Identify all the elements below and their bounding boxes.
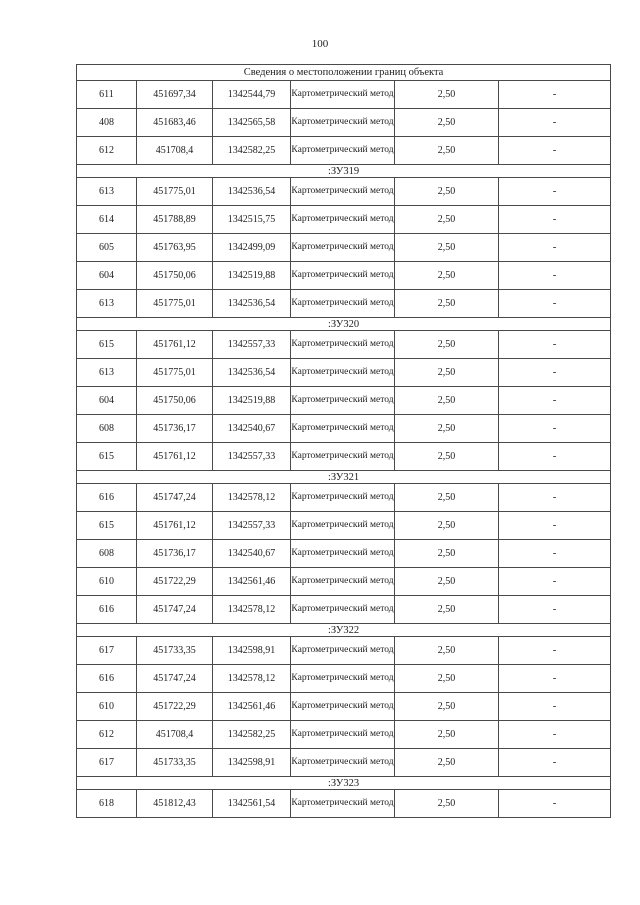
accuracy-cell: 2,50	[395, 790, 499, 818]
x-coordinate-cell: 451736,17	[137, 415, 213, 443]
point-number-cell: 610	[77, 693, 137, 721]
point-number-cell: 613	[77, 290, 137, 318]
description-cell: -	[499, 721, 611, 749]
accuracy-cell: 2,50	[395, 721, 499, 749]
x-coordinate-cell: 451736,17	[137, 540, 213, 568]
method-cell: Картометрический метод	[291, 568, 395, 596]
y-coordinate-cell: 1342536,54	[213, 178, 291, 206]
table-row	[77, 206, 611, 234]
method-cell: Картометрический метод	[291, 234, 395, 262]
table-row	[77, 331, 611, 359]
section-header-row	[77, 318, 611, 331]
section-header-row	[77, 624, 611, 637]
method-cell: Картометрический метод	[291, 359, 395, 387]
section-label: :ЗУ319	[77, 165, 611, 178]
table-row	[77, 178, 611, 206]
x-coordinate-cell: 451750,06	[137, 262, 213, 290]
method-cell: Картометрический метод	[291, 331, 395, 359]
y-coordinate-cell: 1342565,58	[213, 109, 291, 137]
table-row	[77, 443, 611, 471]
method-cell: Картометрический метод	[291, 665, 395, 693]
point-number-cell: 604	[77, 262, 137, 290]
method-cell: Картометрический метод	[291, 387, 395, 415]
method-cell: Картометрический метод	[291, 109, 395, 137]
point-number-cell: 408	[77, 109, 137, 137]
table-row	[77, 596, 611, 624]
table-row	[77, 790, 611, 818]
point-number-cell: 615	[77, 443, 137, 471]
accuracy-cell: 2,50	[395, 443, 499, 471]
x-coordinate-cell: 451722,29	[137, 693, 213, 721]
method-cell: Картометрический метод	[291, 512, 395, 540]
point-number-cell: 616	[77, 596, 137, 624]
accuracy-cell: 2,50	[395, 540, 499, 568]
description-cell: -	[499, 484, 611, 512]
accuracy-cell: 2,50	[395, 665, 499, 693]
point-number-cell: 604	[77, 387, 137, 415]
y-coordinate-cell: 1342519,88	[213, 262, 291, 290]
description-cell: -	[499, 178, 611, 206]
y-coordinate-cell: 1342561,46	[213, 693, 291, 721]
accuracy-cell: 2,50	[395, 415, 499, 443]
description-cell: -	[499, 137, 611, 165]
description-cell: -	[499, 415, 611, 443]
method-cell: Картометрический метод	[291, 81, 395, 109]
description-cell: -	[499, 359, 611, 387]
y-coordinate-cell: 1342540,67	[213, 415, 291, 443]
table-row	[77, 415, 611, 443]
description-cell: -	[499, 387, 611, 415]
table-header-row	[77, 65, 611, 81]
x-coordinate-cell: 451708,4	[137, 721, 213, 749]
y-coordinate-cell: 1342540,67	[213, 540, 291, 568]
description-cell: -	[499, 512, 611, 540]
method-cell: Картометрический метод	[291, 206, 395, 234]
section-header-row	[77, 165, 611, 178]
description-cell: -	[499, 568, 611, 596]
x-coordinate-cell: 451708,4	[137, 137, 213, 165]
description-cell: -	[499, 693, 611, 721]
table-row	[77, 81, 611, 109]
x-coordinate-cell: 451733,35	[137, 637, 213, 665]
x-coordinate-cell: 451747,24	[137, 665, 213, 693]
description-cell: -	[499, 262, 611, 290]
y-coordinate-cell: 1342578,12	[213, 484, 291, 512]
method-cell: Картометрический метод	[291, 415, 395, 443]
description-cell: -	[499, 443, 611, 471]
table-row	[77, 540, 611, 568]
method-cell: Картометрический метод	[291, 290, 395, 318]
table-row	[77, 693, 611, 721]
boundary-coordinates-table	[76, 64, 611, 818]
method-cell: Картометрический метод	[291, 749, 395, 777]
point-number-cell: 608	[77, 540, 137, 568]
page-number: 100	[311, 38, 329, 50]
y-coordinate-cell: 1342557,33	[213, 443, 291, 471]
point-number-cell: 608	[77, 415, 137, 443]
table-row	[77, 359, 611, 387]
method-cell: Картометрический метод	[291, 137, 395, 165]
y-coordinate-cell: 1342561,54	[213, 790, 291, 818]
table-row	[77, 234, 611, 262]
section-label: :ЗУ321	[77, 471, 611, 484]
y-coordinate-cell: 1342536,54	[213, 290, 291, 318]
section-label: :ЗУ320	[77, 318, 611, 331]
point-number-cell: 612	[77, 721, 137, 749]
accuracy-cell: 2,50	[395, 749, 499, 777]
y-coordinate-cell: 1342519,88	[213, 387, 291, 415]
description-cell: -	[499, 81, 611, 109]
accuracy-cell: 2,50	[395, 512, 499, 540]
accuracy-cell: 2,50	[395, 693, 499, 721]
accuracy-cell: 2,50	[395, 234, 499, 262]
description-cell: -	[499, 540, 611, 568]
accuracy-cell: 2,50	[395, 596, 499, 624]
description-cell: -	[499, 637, 611, 665]
table-row	[77, 512, 611, 540]
accuracy-cell: 2,50	[395, 484, 499, 512]
point-number-cell: 618	[77, 790, 137, 818]
description-cell: -	[499, 109, 611, 137]
y-coordinate-cell: 1342561,46	[213, 568, 291, 596]
method-cell: Картометрический метод	[291, 790, 395, 818]
table-row	[77, 568, 611, 596]
y-coordinate-cell: 1342578,12	[213, 665, 291, 693]
method-cell: Картометрический метод	[291, 178, 395, 206]
table-row	[77, 721, 611, 749]
x-coordinate-cell: 451775,01	[137, 359, 213, 387]
table-row	[77, 290, 611, 318]
point-number-cell: 613	[77, 178, 137, 206]
description-cell: -	[499, 596, 611, 624]
table-row	[77, 749, 611, 777]
method-cell: Картометрический метод	[291, 693, 395, 721]
y-coordinate-cell: 1342499,09	[213, 234, 291, 262]
accuracy-cell: 2,50	[395, 178, 499, 206]
point-number-cell: 616	[77, 665, 137, 693]
table-row	[77, 137, 611, 165]
y-coordinate-cell: 1342582,25	[213, 137, 291, 165]
x-coordinate-cell: 451763,95	[137, 234, 213, 262]
table-row	[77, 387, 611, 415]
method-cell: Картометрический метод	[291, 596, 395, 624]
y-coordinate-cell: 1342598,91	[213, 637, 291, 665]
x-coordinate-cell: 451812,43	[137, 790, 213, 818]
section-label: :ЗУ323	[77, 777, 611, 790]
x-coordinate-cell: 451747,24	[137, 484, 213, 512]
accuracy-cell: 2,50	[395, 359, 499, 387]
x-coordinate-cell: 451775,01	[137, 290, 213, 318]
method-cell: Картометрический метод	[291, 484, 395, 512]
x-coordinate-cell: 451775,01	[137, 178, 213, 206]
accuracy-cell: 2,50	[395, 81, 499, 109]
description-cell: -	[499, 665, 611, 693]
table-row	[77, 262, 611, 290]
accuracy-cell: 2,50	[395, 206, 499, 234]
point-number-cell: 616	[77, 484, 137, 512]
description-cell: -	[499, 206, 611, 234]
point-number-cell: 612	[77, 137, 137, 165]
x-coordinate-cell: 451747,24	[137, 596, 213, 624]
description-cell: -	[499, 790, 611, 818]
x-coordinate-cell: 451697,34	[137, 81, 213, 109]
point-number-cell: 611	[77, 81, 137, 109]
description-cell: -	[499, 234, 611, 262]
method-cell: Картометрический метод	[291, 262, 395, 290]
x-coordinate-cell: 451788,89	[137, 206, 213, 234]
point-number-cell: 615	[77, 331, 137, 359]
table-row	[77, 484, 611, 512]
point-number-cell: 617	[77, 749, 137, 777]
accuracy-cell: 2,50	[395, 262, 499, 290]
x-coordinate-cell: 451761,12	[137, 512, 213, 540]
point-number-cell: 615	[77, 512, 137, 540]
accuracy-cell: 2,50	[395, 137, 499, 165]
x-coordinate-cell: 451683,46	[137, 109, 213, 137]
description-cell: -	[499, 290, 611, 318]
description-cell: -	[499, 331, 611, 359]
table-row	[77, 665, 611, 693]
point-number-cell: 605	[77, 234, 137, 262]
section-header-row	[77, 777, 611, 790]
y-coordinate-cell: 1342582,25	[213, 721, 291, 749]
accuracy-cell: 2,50	[395, 290, 499, 318]
method-cell: Картометрический метод	[291, 721, 395, 749]
x-coordinate-cell: 451722,29	[137, 568, 213, 596]
y-coordinate-cell: 1342578,12	[213, 596, 291, 624]
point-number-cell: 617	[77, 637, 137, 665]
x-coordinate-cell: 451761,12	[137, 331, 213, 359]
table-header-cell: Сведения о местоположении границ объекта	[77, 65, 611, 81]
accuracy-cell: 2,50	[395, 109, 499, 137]
y-coordinate-cell: 1342557,33	[213, 512, 291, 540]
y-coordinate-cell: 1342515,75	[213, 206, 291, 234]
point-number-cell: 613	[77, 359, 137, 387]
y-coordinate-cell: 1342544,79	[213, 81, 291, 109]
table-body	[77, 65, 611, 818]
description-cell: -	[499, 749, 611, 777]
x-coordinate-cell: 451750,06	[137, 387, 213, 415]
method-cell: Картометрический метод	[291, 540, 395, 568]
accuracy-cell: 2,50	[395, 568, 499, 596]
section-label: :ЗУ322	[77, 624, 611, 637]
y-coordinate-cell: 1342598,91	[213, 749, 291, 777]
table-row	[77, 637, 611, 665]
point-number-cell: 610	[77, 568, 137, 596]
y-coordinate-cell: 1342536,54	[213, 359, 291, 387]
method-cell: Картометрический метод	[291, 443, 395, 471]
table-row	[77, 109, 611, 137]
accuracy-cell: 2,50	[395, 387, 499, 415]
accuracy-cell: 2,50	[395, 637, 499, 665]
y-coordinate-cell: 1342557,33	[213, 331, 291, 359]
method-cell: Картометрический метод	[291, 637, 395, 665]
x-coordinate-cell: 451733,35	[137, 749, 213, 777]
point-number-cell: 614	[77, 206, 137, 234]
x-coordinate-cell: 451761,12	[137, 443, 213, 471]
accuracy-cell: 2,50	[395, 331, 499, 359]
section-header-row	[77, 471, 611, 484]
